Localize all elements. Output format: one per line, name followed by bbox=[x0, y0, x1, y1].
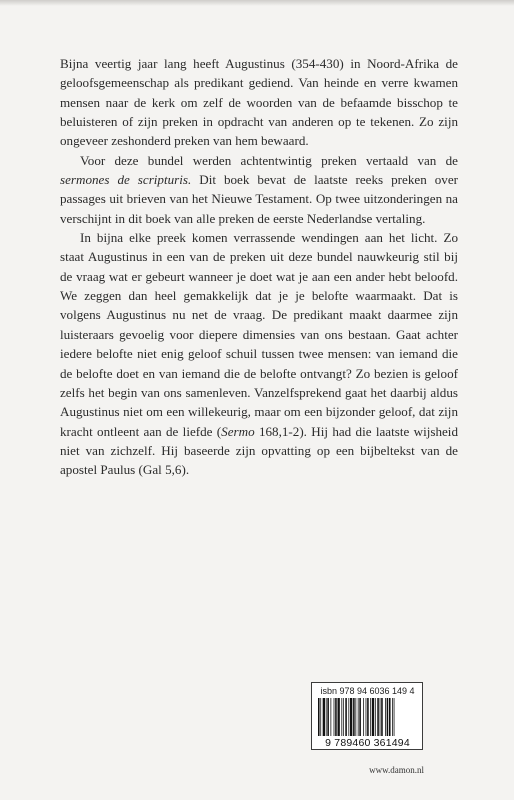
barcode-bar bbox=[392, 698, 393, 736]
barcode-bar bbox=[323, 698, 325, 736]
barcode-bar bbox=[335, 698, 337, 736]
barcode-bar bbox=[387, 698, 389, 736]
barcode-bars bbox=[318, 698, 416, 736]
barcode-bar bbox=[380, 698, 381, 736]
blurb-text bbox=[60, 54, 458, 480]
barcode-bar bbox=[381, 698, 383, 736]
barcode-bar bbox=[330, 698, 331, 736]
barcode-bar bbox=[350, 698, 352, 736]
blurb-paragraph-2: Voor deze bundel werden achtentwintig preken vertaald van de sermones de scripturis. Dit boek bevat de laatste reeks preken over passages uit brieven van het Nieuwe Testament. Op twee uitzonderingen na verschijnt in dit boek van alle preken de eerste Nederlandse vertaling. bbox=[60, 152, 458, 226]
blurb-paragraph-3: In bijna elke preek komen verrassende wendingen aan het licht. Zo staat Augustinus in een van de preken uit deze bundel nauwkeurig stil bij de vraag wat er gebeurt wanneer je doet wat je aan een ander hebt beloofd. We zeggen dan heel gemakkelijk dat je je belofte waarmaakt. Dat is volgens Augustinus nu net de vraag. De predikant maakt daarmee zijn luisteraars gevoelig voor diepere dimensies van ons bestaan. Gaat achter iedere belofte niet enig geloof schuil tussen twee mensen: van iemand die de belofte doet en van iemand die de belofte ontvangt? Zo bezien is geloof zelfs het begin van ons samenleven. Vanzelfsprekend gaat het daarbij aldus Augustinus niet om een willekeurig, maar om een bijzonder geloof, dat zijn kracht ontleent aan de liefde (Sermo 168,1-2). Hij had die laatste wijsheid niet van zichzelf. Hij baseerde zijn opvatting op een bijbeltekst van de apostel Paulus (Gal 5,6). bbox=[60, 230, 458, 478]
barcode-bar bbox=[327, 698, 329, 736]
barcode-bar bbox=[345, 698, 347, 736]
barcode-bar bbox=[358, 698, 359, 736]
barcode-bar bbox=[343, 698, 344, 736]
italic-sermo: Sermo bbox=[221, 423, 255, 439]
barcode-bar bbox=[375, 698, 376, 736]
barcode-bar bbox=[394, 698, 395, 736]
barcode-bar bbox=[326, 698, 327, 736]
barcode-bar bbox=[377, 698, 379, 736]
publisher-url: www.damon.nl bbox=[369, 765, 424, 775]
barcode-digits: 9 789460 361494 bbox=[325, 737, 410, 749]
barcode-bar bbox=[363, 698, 364, 736]
barcode-bar bbox=[372, 698, 374, 736]
barcode-bar bbox=[334, 698, 335, 736]
barcode-bar bbox=[366, 698, 367, 736]
barcode-bar bbox=[341, 698, 342, 736]
italic-title: sermones de scripturis. bbox=[60, 172, 192, 188]
barcode-bar bbox=[353, 698, 355, 736]
barcode-bar bbox=[338, 698, 340, 736]
barcode-bar bbox=[359, 698, 361, 736]
cover-top-edge bbox=[0, 0, 514, 6]
barcode-bar bbox=[385, 698, 386, 736]
barcode-bar bbox=[320, 698, 321, 736]
barcode-bar bbox=[348, 698, 349, 736]
isbn-text: isbn 978 94 6036 149 4 bbox=[320, 686, 415, 696]
barcode-bar bbox=[370, 698, 371, 736]
barcode-bar bbox=[355, 698, 356, 736]
blurb-paragraph-1: Bijna veertig jaar lang heeft Augustinus (354-430) in Noord-Afrika de geloofsgemeenschap als predikant gediend. Van heinde en verre kwamen mensen naar de kerk om zelf de woorden van de befaamde bisschop te beluisteren of zijn preken in opdracht van anderen op te tekenen. Zo zijn ongeveer zeshonderd preken van hem bewaard. bbox=[60, 56, 458, 149]
barcode-bar bbox=[367, 698, 369, 736]
barcode-bar bbox=[389, 698, 391, 736]
barcode-bar bbox=[318, 698, 320, 736]
